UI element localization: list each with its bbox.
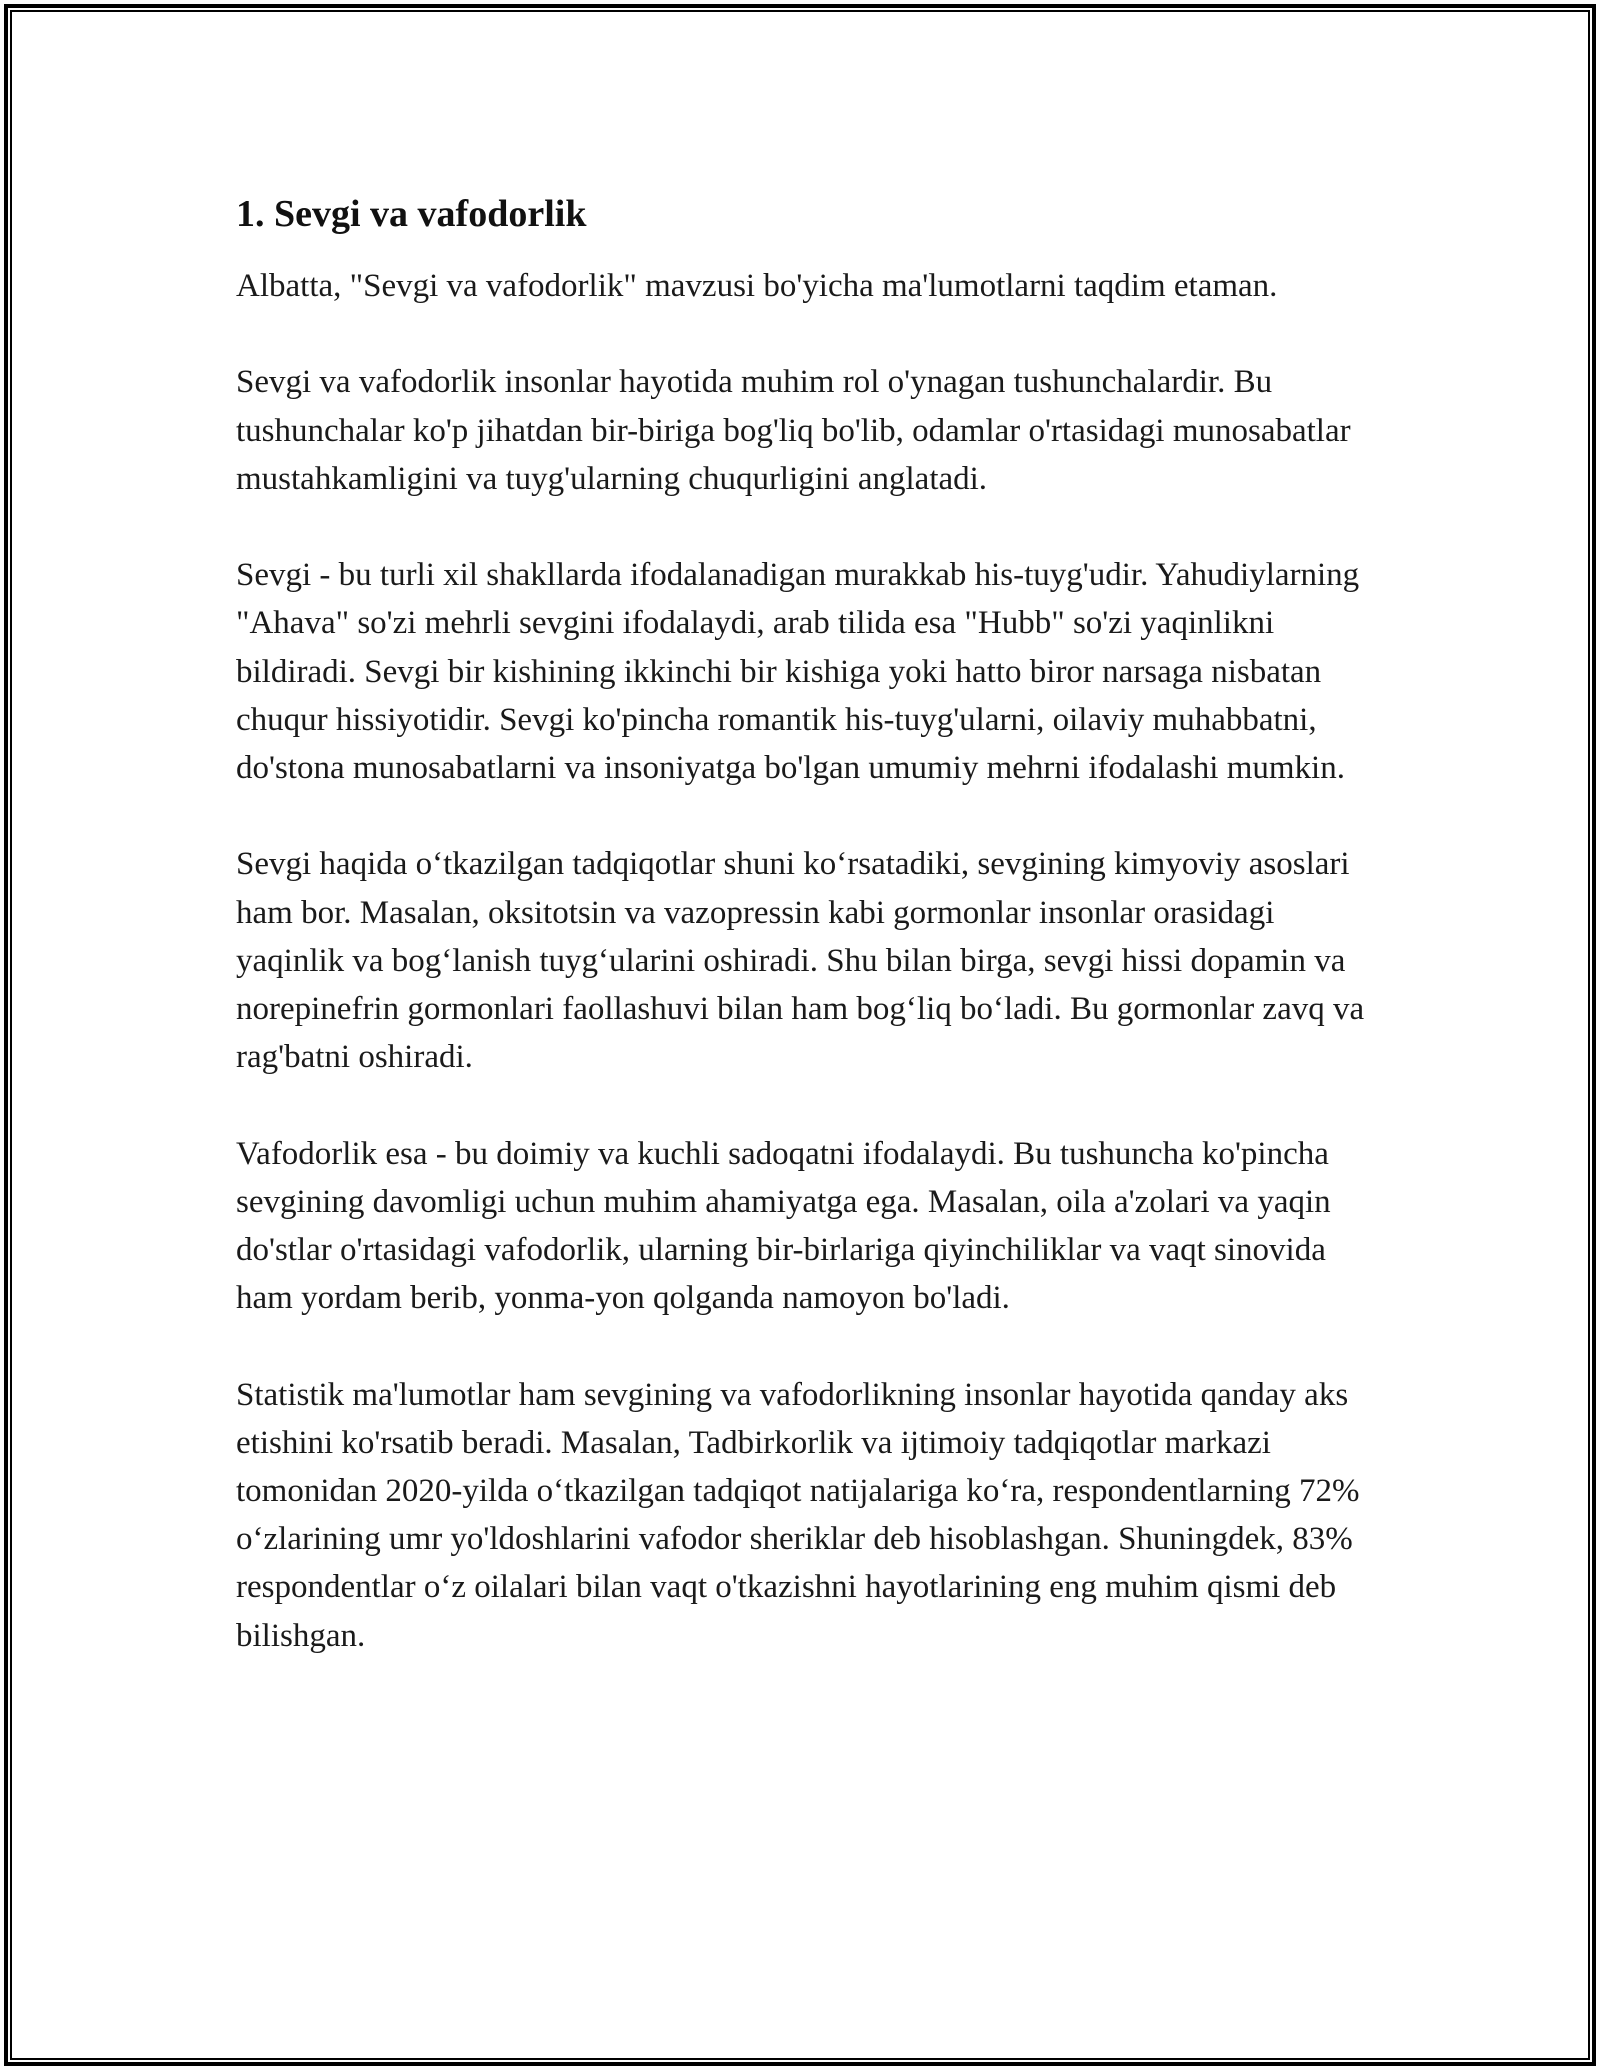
- section-title: 1. Sevgi va vafodorlik: [236, 193, 587, 235]
- paragraph-intro: Albatta, "Sevgi va vafodorlik" mavzusi bo'yicha ma'lumotlarni taqdim etaman.: [236, 268, 1278, 304]
- paragraph-statistics: Statistik ma'lumotlar ham sevgining va vafodorlikning insonlar hayotida qanday aks etishini ko'rsatib beradi. Masalan, Tadbirkorlik va ijtimoiy tadqiqotlar markazi tomonidan 2020-yilda o‘tkazilgan tadqiqot natijalariga ko‘ra, respondentlarning 72% o‘zlarining umr yo'ldoshlarini vafodor sheriklar deb hisoblashgan. Shuningdek, 83% respondentlar o‘z oilalari bilan vaqt o'tkazishni hayotlarining eng muhim qismi deb bilishgan.: [236, 1376, 1360, 1654]
- document-body: [236, 186, 1376, 1708]
- paragraph-research: Sevgi haqida o‘tkazilgan tadqiqotlar shuni ko‘rsatadiki, sevgining kimyoviy asoslari ham bor. Masalan, oksitotsin va vazopressin kabi gormonlar insonlar orasidagi yaqinlik va bog‘lanish tuyg‘ularini oshiradi. Shu bilan birga, sevgi hissi dopamin va norepinefrin gormonlari faollashuvi bilan ham bog‘liq bo‘ladi. Bu gormonlar zavq va rag'batni oshiradi.: [236, 846, 1365, 1076]
- paragraph-loyalty: Vafodorlik esa - bu doimiy va kuchli sadoqatni ifodalaydi. Bu tushuncha ko'pincha sevgining davomligi uchun muhim ahamiyatga ega. Masalan, oila a'zolari va yaqin do'stlar o'rtasidagi vafodorlik, ularning bir-birlariga qiyinchiliklar va vaqt sinovida ham yordam berib, yonma-yon qolganda namoyon bo'ladi.: [236, 1135, 1331, 1317]
- paragraph-definition: Sevgi va vafodorlik insonlar hayotida muhim rol o'ynagan tushunchalardir. Bu tushunchalar ko'p jihatdan bir-biriga bog'liq bo'lib, odamlar o'rtasidagi munosabatlar mustahkamligini va tuyg'ularning chuqurligini anglatadi.: [236, 364, 1351, 497]
- paragraph-love: Sevgi - bu turli xil shakllarda ifodalanadigan murakkab his-tuyg'udir. Yahudiylarning "Ahava" so'zi mehrli sevgini ifodalaydi, arab tilida esa "Hubb" so'zi yaqinlikni bildiradi. Sevgi bir kishining ikkinchi bir kishiga yoki hatto biror narsaga nisbatan chuqur hissiyotidir. Sevgi ko'pincha romantik his-tuyg'ularni, oilaviy muhabbatni, do'stona munosabatlarni va insoniyatga bo'lgan umumiy mehrni ifodalashi mumkin.: [236, 557, 1360, 786]
